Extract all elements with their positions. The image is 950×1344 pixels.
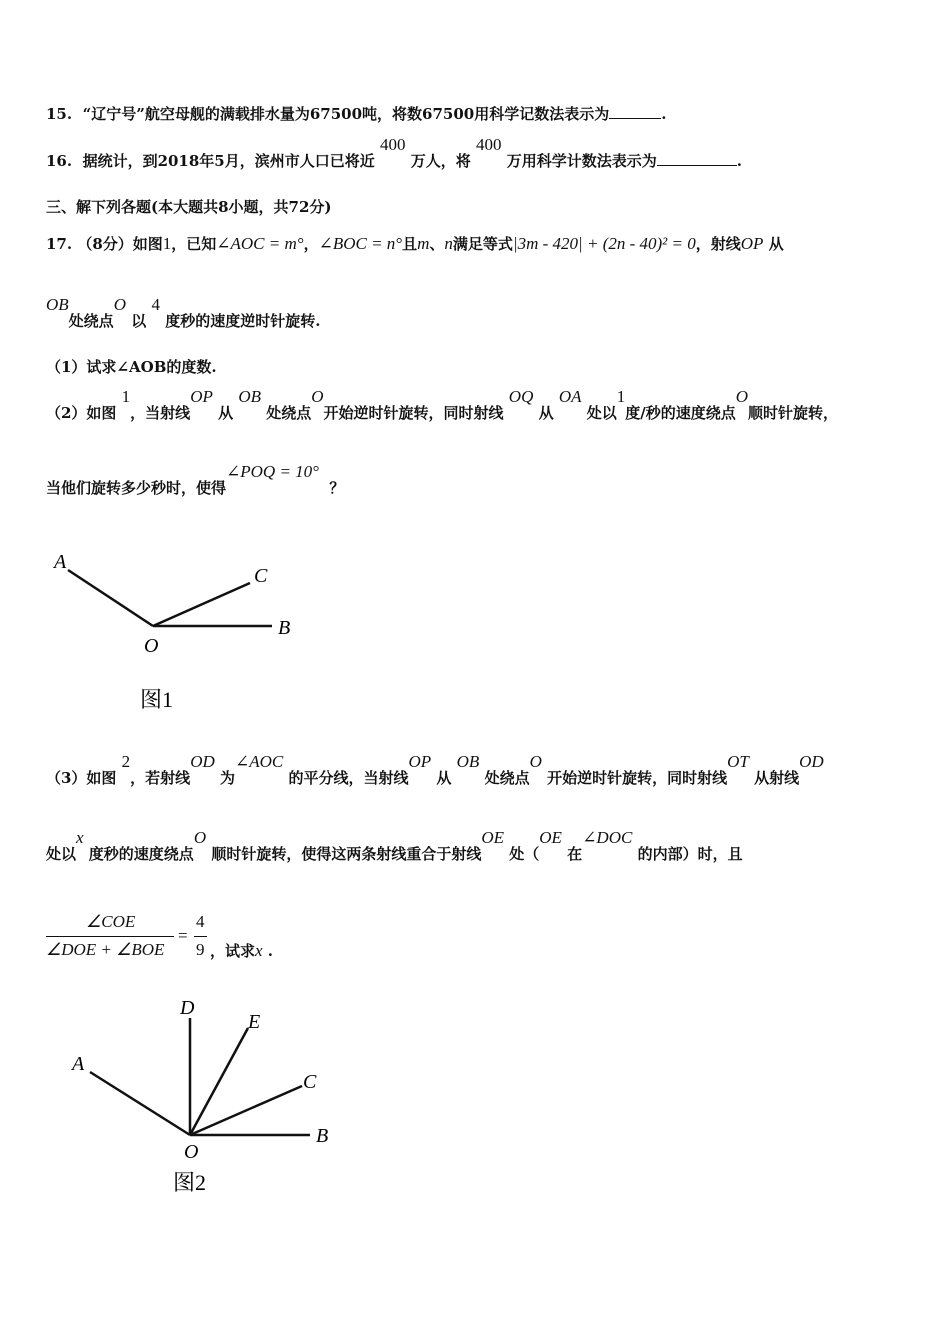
math-value: 1 <box>616 387 626 406</box>
period: . <box>267 942 274 960</box>
question-text: ，已知 <box>171 235 217 253</box>
question-text: （2）如图 <box>46 404 117 422</box>
question-text: 以 <box>131 312 147 330</box>
equals-sign: = <box>178 926 188 945</box>
figure-ref: 2 <box>121 752 131 771</box>
math-ray: OE <box>481 828 505 847</box>
math-equation: |3m - 420| + (2n - 40)² = 0 <box>512 234 696 253</box>
question-17-stem <box>46 233 784 254</box>
question-text: 在 <box>567 845 583 863</box>
label-c: C <box>303 1071 317 1093</box>
fraction-denominator: ∠DOE + ∠BOE <box>46 940 165 959</box>
question-text: ，当射线 <box>130 404 191 422</box>
math-angle: ∠POQ = 10° <box>226 462 319 481</box>
question-text: 万人，将 <box>410 152 471 170</box>
question-text: 据统计，到2018年5月，滨州市人口已将近 <box>82 152 375 170</box>
figure-2 <box>60 990 360 1210</box>
question-text: 为 <box>219 769 235 787</box>
label-c: C <box>254 565 268 587</box>
math-ray: OD <box>190 752 215 771</box>
question-text: 度/秒的速度绕点 <box>625 404 736 422</box>
question-number: 16. <box>46 152 73 170</box>
math-angle: ∠AOC = m° <box>216 234 304 253</box>
question-text: 满足等式 <box>452 235 513 253</box>
math-var: x <box>76 828 84 847</box>
math-ray: OP <box>408 752 432 771</box>
label-o: O <box>184 1141 199 1163</box>
question-text: 处以 <box>46 845 77 863</box>
question-16 <box>46 135 742 171</box>
question-text: 从 <box>538 404 554 422</box>
math-value: 4 <box>151 295 160 314</box>
math-point: O <box>311 387 324 406</box>
question-text: 处（ <box>509 845 540 863</box>
label-a: A <box>72 1053 85 1075</box>
label-d: D <box>180 997 195 1019</box>
math-ray: OB <box>46 295 69 314</box>
question-17-part2-cont <box>46 462 345 498</box>
question-text: 的平分线，当射线 <box>288 769 409 787</box>
question-text: 的内部）时，且 <box>637 845 743 863</box>
math-point: O <box>113 295 126 314</box>
question-text: 万用科学计数法表示为 <box>506 152 657 170</box>
question-15 <box>46 103 666 124</box>
question-17-part3 <box>46 752 824 788</box>
figure-caption: 图1 <box>140 687 174 712</box>
question-number: 15. <box>46 105 73 123</box>
figure-ref: 1 <box>162 234 172 253</box>
fraction-numerator: ∠COE <box>86 912 136 931</box>
figure-caption: 图2 <box>173 1170 207 1195</box>
question-17-part3-cont <box>46 828 743 864</box>
question-text: 从 <box>768 235 784 253</box>
label-b: B <box>316 1125 329 1147</box>
ratio-numerator: 4 <box>196 912 205 931</box>
separator: ， <box>303 235 319 253</box>
math-var: m <box>417 234 430 253</box>
ray-oc <box>190 1086 302 1135</box>
question-text: 开始逆时针旋转，同时射线 <box>323 404 504 422</box>
ratio-bar <box>194 936 207 937</box>
question-text: 从射线 <box>754 769 800 787</box>
math-ray: OE <box>539 828 562 847</box>
math-point: O <box>735 387 749 406</box>
figure-ref: 1 <box>121 387 131 406</box>
question-text: 处绕点 <box>266 404 312 422</box>
math-angle: ∠DOC <box>582 828 633 847</box>
math-ray: OT <box>727 752 749 771</box>
period: . <box>661 105 667 123</box>
question-text: “辽宁号”航空母舰的满载排水量为67500吨，将数67500用科学记数法表示为 <box>82 105 610 123</box>
question-text: ？ <box>329 479 345 497</box>
ray-oa <box>68 570 153 626</box>
question-text: 从 <box>218 404 234 422</box>
figure-1 <box>40 540 320 720</box>
separator: 、 <box>429 235 445 253</box>
math-value: 400 <box>379 135 406 154</box>
answer-blank[interactable] <box>657 151 737 166</box>
question-text: （3）如图 <box>46 769 117 787</box>
question-text: ，射线 <box>695 235 741 253</box>
ray-oc <box>153 583 250 626</box>
question-text: 顺时针旋转， <box>748 404 839 422</box>
question-text-tail <box>210 940 273 961</box>
period: . <box>736 152 742 170</box>
question-text: ，试求 <box>210 942 256 960</box>
answer-blank[interactable] <box>609 104 661 119</box>
question-text: ，若射线 <box>130 769 191 787</box>
question-text: 17. （8分）如图 <box>46 235 163 253</box>
math-point: O <box>193 828 207 847</box>
question-text: 处绕点 <box>68 312 114 330</box>
question-17-stem-cont <box>46 295 321 331</box>
question-text: 度秒的速度逆时针旋转. <box>165 312 321 330</box>
math-ray: OP <box>740 234 764 253</box>
math-var: x <box>255 941 263 960</box>
math-ray: OQ <box>508 387 534 406</box>
question-text: 顺时针旋转，使得这两条射线重合于射线 <box>211 845 482 863</box>
question-text: 处绕点 <box>484 769 530 787</box>
section-heading: 三、解下列各题(本大题共8小题，共72分) <box>46 198 332 216</box>
question-text: 从 <box>436 769 452 787</box>
ray-oe <box>190 1028 248 1135</box>
ray-oa <box>90 1072 190 1135</box>
math-ray: OD <box>799 752 824 771</box>
question-17-part2 <box>46 387 839 423</box>
question-text: 当他们旋转多少秒时，使得 <box>46 479 227 497</box>
label-a: A <box>54 551 67 573</box>
label-b: B <box>278 617 291 639</box>
question-17-part1: （1）试求∠AOB的度数. <box>46 358 217 376</box>
math-ray: OP <box>190 387 213 406</box>
label-o: O <box>144 635 159 657</box>
question-text: 且 <box>402 235 418 253</box>
question-text: 处以 <box>586 404 617 422</box>
label-e: E <box>248 1011 261 1033</box>
math-var: n <box>444 234 453 253</box>
ratio-denominator: 9 <box>196 940 205 959</box>
math-ray: OA <box>558 387 582 406</box>
math-ray: OB <box>456 752 480 771</box>
math-value: 400 <box>475 135 502 154</box>
question-text: 度秒的速度绕点 <box>88 845 194 863</box>
math-ray: OB <box>238 387 262 406</box>
math-angle: ∠BOC = n° <box>318 234 403 253</box>
math-point: O <box>529 752 542 771</box>
question-text: 开始逆时针旋转，同时射线 <box>547 769 728 787</box>
fraction-bar <box>46 936 174 937</box>
math-angle: ∠AOC <box>235 752 284 771</box>
